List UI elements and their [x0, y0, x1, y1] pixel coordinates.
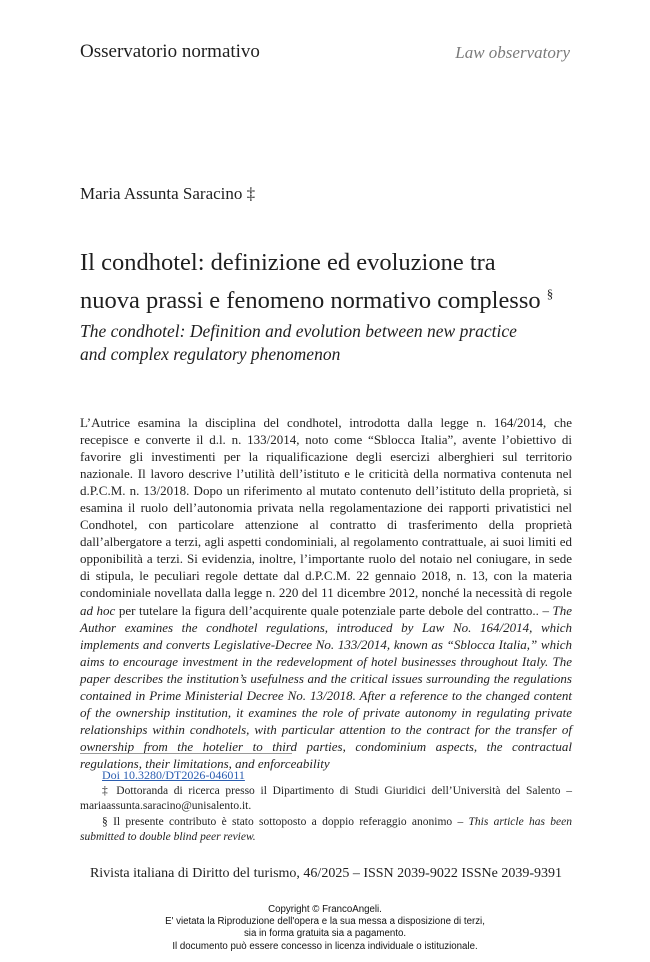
copyright-notice: [0, 904, 650, 953]
abstract-english: The Author examines the condhotel regulations, introduced by Law No. 164/2014, which implements and converts Legislative-Decree No. 133/2014, known as “Sblocca Italia,” which aims to encourage investment in the redevelopment of hotel businesses throughout Italy. The paper describes the institution’s usefulness and the critical issues surrounding the regulations contained in Prime Ministerial Decree No. 13/2018. After a reference to the changed content of the ownership institution, it examines the role of private autonomy in regulating private relationships within condhotels, with particular attention to the contract for the transfer of ownership from the hotelier to third parties, condominium aspects, the contractual regulations, their limitations, and enforceability: [80, 602, 572, 771]
subtitle-line-1: The condhotel: Definition and evolution between new practice: [80, 321, 517, 341]
footnote-peer-review: [80, 815, 572, 845]
journal-citation: Rivista italiana di Diritto del turismo, 46/2025 – ISSN 2039-9022 ISSNe 2039-9391: [89, 866, 563, 881]
doi-link[interactable]: Doi 10.3280/DT2026-046011: [102, 768, 245, 782]
article-subtitle-english: [80, 320, 550, 366]
copyright-line-2: E' vietata la Riproduzione dell'opera e la sua messa a disposizione di terzi,: [165, 916, 485, 928]
running-header-left: Osservatorio normativo: [80, 41, 260, 62]
title-footnote-mark: §: [546, 286, 554, 301]
abstract-italian-end: per tutelare la figura dell’acquirente quale potenziale parte debole del contratto.. –: [115, 602, 553, 618]
footnote-separator: [80, 753, 292, 754]
abstract-ad-hoc: ad hoc: [80, 602, 116, 618]
footnote-author: ‡ Dottoranda di ricerca presso il Dipartimento di Studi Giuridici dell’Università del Salento – mariaassunta.saracino@unisalento.it.: [80, 785, 572, 812]
abstract: [80, 414, 572, 771]
author-name: Maria Assunta Saracino ‡: [80, 184, 256, 203]
copyright-line-1: Copyright © FrancoAngeli.: [268, 904, 382, 915]
title-line-1: Il condhotel: definizione ed evoluzione tra: [80, 249, 496, 276]
copyright-line-4: Il documento può essere concesso in licenza individuale o istituzionale.: [172, 940, 478, 952]
footnote-review-english: This article has been submitted to double blind peer review.: [80, 816, 572, 843]
copyright-line-3: sia in forma gratuita sia a pagamento.: [243, 928, 407, 940]
subtitle-line-2: and complex regulatory phenomenon: [80, 344, 341, 364]
article-title: [80, 247, 580, 316]
title-line-2: nuova prassi e fenomeno normativo complesso: [80, 287, 541, 314]
running-header-right: Law observatory: [455, 43, 570, 62]
footnote-review-italian: § Il presente contributo è stato sottoposto a doppio referaggio anonimo –: [102, 816, 469, 828]
abstract-italian: L’Autrice esamina la disciplina del condhotel, introdotta dalla legge n. 164/2014, che recepisce e converte il d.l. n. 133/2014, noto come “Sblocca Italia”, avente l’obiettivo di favorire gli investimenti per la riqualificazione degli esercizi alberghieri sul territorio nazionale. Il lavoro descrive l’utilità dell’istituto e le criticità della normativa contenuta nel d.P.C.M. n. 13/2018. Dopo un riferimento al mutato contenuto dell’istituto della proprietà, si esamina il ruolo dell’autonomia privata nella regolamentazione dei rapporti privatistici nel Condhotel, con particolare attenzione al contratto di trasferimento della proprietà dall’albergatore a terzi, agli aspetti condominiali, al regolamento contrattuale, ai suoi limiti ed opponibilità a terzi. Si evidenzia, inoltre, l’importante ruolo del notaio nel coniugare, in sede di stipula, le peculiari regole dettate dal d.P.C.M. 22 gennaio 2018, n. 13, con la materia condominiale novellata dalla legge n. 220 del 11 dicembre 2012, nonché la necessità di regole: [80, 415, 572, 601]
